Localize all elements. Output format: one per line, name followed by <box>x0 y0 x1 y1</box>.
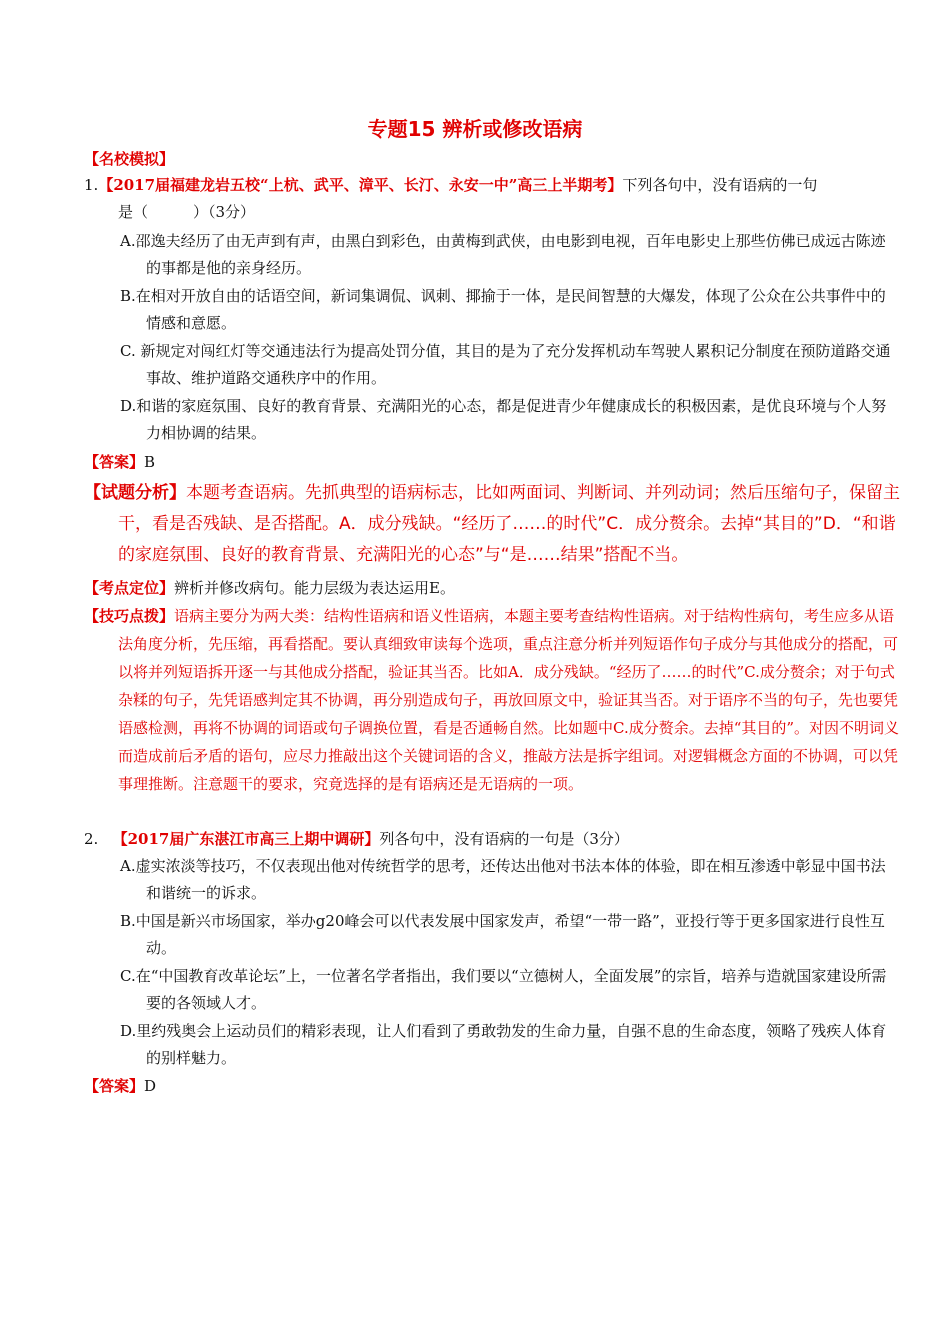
question-2-number: 2. <box>84 830 99 848</box>
question-1-tips <box>84 602 908 798</box>
question-1-option-c: C. 新规定对闯红灯等交通违法行为提高处罚分值，其目的是为了充分发挥机动车驾驶人累积记分制度在预防道路交通事故、维护道路交通秩序中的作用。 <box>120 342 891 387</box>
question-2-option-b: B.中国是新兴市场国家，举办g20峰会可以代表发展中国家发声，希望“一带一路”，亚投行等于更多国家进行良性互动。 <box>120 912 885 957</box>
question-2-option-d: D.里约残奥会上运动员们的精彩表现，让人们看到了勇敢勃发的生命力量，自强不息的生命态度，领略了残疾人体育的别样魅力。 <box>120 1022 887 1067</box>
question-1-analysis <box>84 478 908 571</box>
question-1-stem-line2: 是（ ）（3分） <box>118 203 256 221</box>
question-2-stem <box>84 826 874 853</box>
answer-value: B <box>144 453 156 471</box>
question-1-stem-text: 下列各句中，没有语病的一句 <box>622 176 818 194</box>
question-1-point <box>84 576 455 600</box>
question-2-option-a: A.虚实浓淡等技巧，不仅表现出他对传统哲学的思考，还传达出他对书法本体的体验，即在相互渗透中彰显中国书法和谐统一的诉求。 <box>120 857 886 902</box>
answer-label: 【答案】 <box>84 1077 145 1095</box>
question-1-source: 【2017届福建龙岩五校“上杭、武平、漳平、长汀、永安一中”高三上半期考】 <box>98 176 623 194</box>
question-2-option-c: C.在“中国教育改革论坛”上，一位著名学者指出，我们要以“立德树人，全面发展”的宗旨，培养与造就国家建设所需要的各领域人才。 <box>120 967 887 1012</box>
page-title: 专题15 辨析或修改语病 <box>367 117 583 141</box>
question-1-option-d: D.和谐的家庭氛围、良好的教育背景、充满阳光的心态，都是促进青少年健康成长的积极因素，是优良环境与个人努力相协调的结果。 <box>120 397 887 442</box>
analysis-label: 【试题分析】 <box>84 483 186 503</box>
point-text: 辨析并修改病句。能力层级为表达运用E。 <box>174 579 455 597</box>
question-2-source: 【2017届广东湛江市高三上期中调研】 <box>112 830 380 848</box>
tips-text: 语病主要分为两大类：结构性语病和语义性语病，本题主要考查结构性语病。对于结构性病句，考生应多从语法角度分析，先压缩，再看搭配。要认真细致审读每个选项，重点注意分析并列短语作句子成分与其他成分的搭配，可以将并列短语拆开逐一与其他成分搭配，验证其当否。比如A．成分残缺。“经历了……的时代”C.成分赘余；对于句式杂糅的句子，先凭语感判定其不协调，再分别造成句子，再放回原文中，验证其当否。对于语序不当的句子，先也要凭语感检测，再将不协调的词语或句子调换位置，看是否通畅自然。比如题中C.成分赘余。去掉“其目的”。对因不明词义而造成前后矛盾的语句，应尽力推敲出这个关键词语的含义，推敲方法是拆字组词。对逻辑概念方面的不协调，可以凭事理推断。注意题干的要求，究竟选择的是有语病还是无语病的一项。 <box>118 607 900 793</box>
question-1-option-b: B.在相对开放自由的话语空间，新词集调侃、讽刺、揶揄于一体，是民间智慧的大爆发，体现了公众在公共事件中的情感和意愿。 <box>120 287 886 332</box>
section-label: 【名校模拟】 <box>84 150 175 168</box>
answer-value: D <box>144 1077 157 1095</box>
question-1-number: 1. <box>84 176 99 194</box>
answer-label: 【答案】 <box>84 453 145 471</box>
tips-label: 【技巧点拨】 <box>84 607 175 625</box>
question-1-option-a: A.邵逸夫经历了由无声到有声，由黑白到彩色，由黄梅到武侠，由电影到电视，百年电影史上那些仿佛已成远古陈迹的事都是他的亲身经历。 <box>120 232 886 277</box>
question-1-answer <box>84 450 155 474</box>
question-2-answer <box>84 1074 156 1098</box>
question-2-stem-text: 列各句中，没有语病的一句是（3分） <box>379 830 629 848</box>
analysis-text: 本题考查语病。先抓典型的语病标志，比如两面词、判断词、并列动词；然后压缩句子，保留主干，看是否残缺、是否搭配。A．成分残缺。“经历了……的时代”C．成分赘余。去掉“其目的”D．“和谐的家庭氛围、良好的教育背景、充满阳光的心态”与“是……结果”搭配不当。 <box>118 483 900 565</box>
point-label: 【考点定位】 <box>84 579 175 597</box>
question-1-stem <box>84 172 874 226</box>
